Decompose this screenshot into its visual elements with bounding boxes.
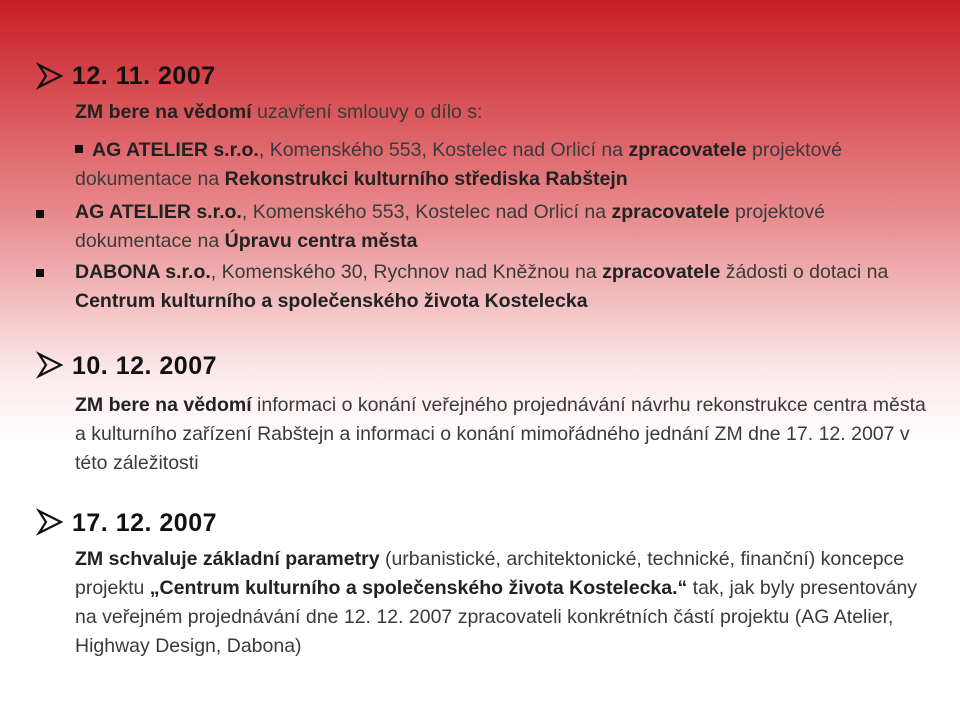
- section-text: ZM bere na vědomí informaci o konání veřejného projednávání návrhu rekonstrukce centra města a kulturního zařízení Rabštejn a informaci o konání mimořádného jednání ZM dne 17. 12. 2007 v této záležitosti: [75, 394, 926, 474]
- section-date: 17. 12. 2007: [72, 509, 218, 537]
- list-item: AG ATELIER s.r.o., Komenského 553, Kostelec nad Orlicí na zpracovatele projektové dokumentace na Úpravu centra města: [75, 201, 826, 252]
- intro-line: ZM bere na vědomí uzavření smlouvy o dílo s:: [75, 101, 483, 123]
- arrow-bullet-icon: [36, 62, 64, 90]
- section-date: 10. 12. 2007: [72, 352, 218, 380]
- square-bullet-icon: [36, 210, 44, 218]
- section-text: ZM schvaluje základní parametry (urbanistické, architektonické, technické, finanční) koncepce projektu „Centrum kulturního a společenského života Kostelecka.“ tak, jak byly presentovány na veřejném projednávání dne 12. 12. 2007 zpracovateli konkrétních částí projektu (AG Atelier, Highway Design, Dabona): [75, 548, 918, 657]
- list-item: DABONA s.r.o., Komenského 30, Rychnov nad Kněžnou na zpracovatele žádosti o dotaci na Centrum kulturního a společenského života Kostelecka: [75, 261, 889, 312]
- arrow-bullet-icon: [36, 508, 64, 536]
- square-bullet-icon: [75, 145, 83, 153]
- arrow-bullet-icon: [36, 351, 64, 379]
- square-bullet-icon: [36, 269, 44, 277]
- section-date: 12. 11. 2007: [72, 62, 216, 90]
- list-item: AG ATELIER s.r.o., Komenského 553, Kostelec nad Orlicí na zpracovatele projektové dokumentace na Rekonstrukci kulturního střediska Rabštejn: [75, 139, 843, 190]
